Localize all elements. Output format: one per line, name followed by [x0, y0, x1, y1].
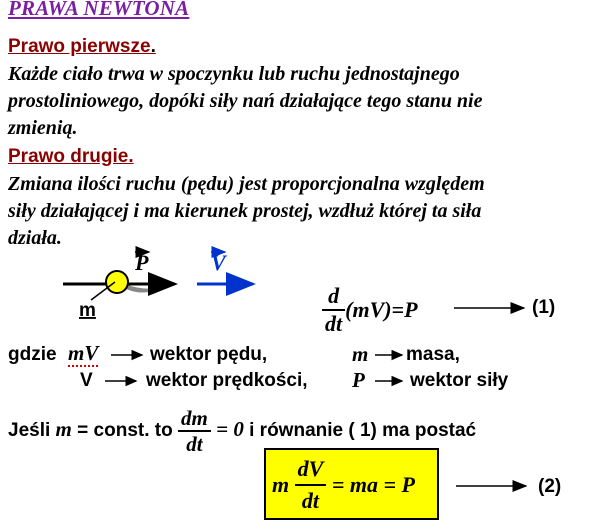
eq1-arrow — [452, 300, 528, 316]
definition-momentum: wektor pędu, — [150, 344, 268, 365]
definition-mass: masa, — [406, 344, 460, 365]
law1-line-2: prostoliniowego, dopóki siły nań działające tego stanu nie — [8, 90, 483, 112]
definition-gdzie: gdzie — [8, 344, 57, 365]
definition-m: m — [352, 342, 369, 366]
eq2-dt: dt — [301, 488, 320, 513]
eq2-arrow — [454, 478, 530, 494]
mass-label: m — [79, 300, 96, 321]
eq1-equals: = — [391, 297, 405, 322]
eq2-dV: dV — [295, 454, 327, 486]
equation-2 — [272, 454, 415, 516]
condition-prefix: Jeśli — [8, 420, 51, 441]
law2-line-2: siły działającej i ma kierunek prostej, wzdłuż której ta siła — [8, 200, 482, 222]
eq1-d: d — [322, 283, 345, 311]
eq2-number: (2) — [538, 476, 562, 497]
law2-text — [8, 171, 588, 252]
definition-P: P — [352, 368, 365, 392]
definition-force: wektor siły — [410, 370, 509, 391]
condition-suffix: i równanie ( 1) ma postać — [249, 420, 477, 441]
law2-line-3: działa. — [8, 227, 62, 249]
definition-V: V — [80, 370, 93, 391]
ball — [106, 271, 128, 293]
definition-arrow-1 — [110, 348, 146, 362]
eq1-body: (mV) — [345, 297, 392, 322]
eq2-rest: = ma = P — [331, 472, 415, 497]
law2-line-1: Zmiana ilości ruchu (pędu) jest proporcjonalna względem — [8, 173, 485, 195]
eq1-P: P — [404, 297, 418, 322]
eq1-number: (1) — [532, 297, 556, 318]
definition-arrow-2 — [374, 348, 406, 362]
definition-mV-text: mV — [68, 341, 99, 365]
definition-mV — [68, 341, 98, 366]
condition-dm: dm — [178, 406, 211, 432]
page-title: PRAWA NEWTONA — [8, 0, 190, 20]
eq2-m: m — [272, 472, 290, 497]
definition-velocity: wektor prędkości, — [146, 370, 308, 391]
force-diagram — [55, 246, 275, 326]
eq1-dt: dt — [325, 311, 343, 336]
condition-dt: dt — [186, 431, 203, 456]
velocity-label: V — [211, 250, 226, 275]
law1-line-1: Każde ciało trwa w spoczynku lub ruchu jednostajnego — [8, 63, 460, 85]
definition-arrow-3 — [104, 374, 140, 388]
definition-arrow-4 — [374, 374, 406, 388]
condition-eq-zero: = 0 — [216, 417, 244, 441]
law2-heading: Prawo drugie. — [8, 146, 134, 167]
condition-m: m — [55, 417, 72, 441]
condition-fraction — [178, 406, 211, 456]
law1-text — [8, 61, 588, 142]
eq1-derivative — [322, 283, 345, 337]
equation-1 — [322, 283, 418, 337]
law1-heading — [8, 36, 156, 58]
law1-heading-dot: . — [150, 36, 156, 57]
law1-heading-text: Prawo pierwsze — [8, 36, 151, 57]
eq2-derivative — [295, 454, 327, 516]
force-label: P — [135, 250, 149, 275]
law1-line-3: zmienią. — [8, 117, 78, 139]
condition-const: = const. to — [77, 420, 173, 441]
